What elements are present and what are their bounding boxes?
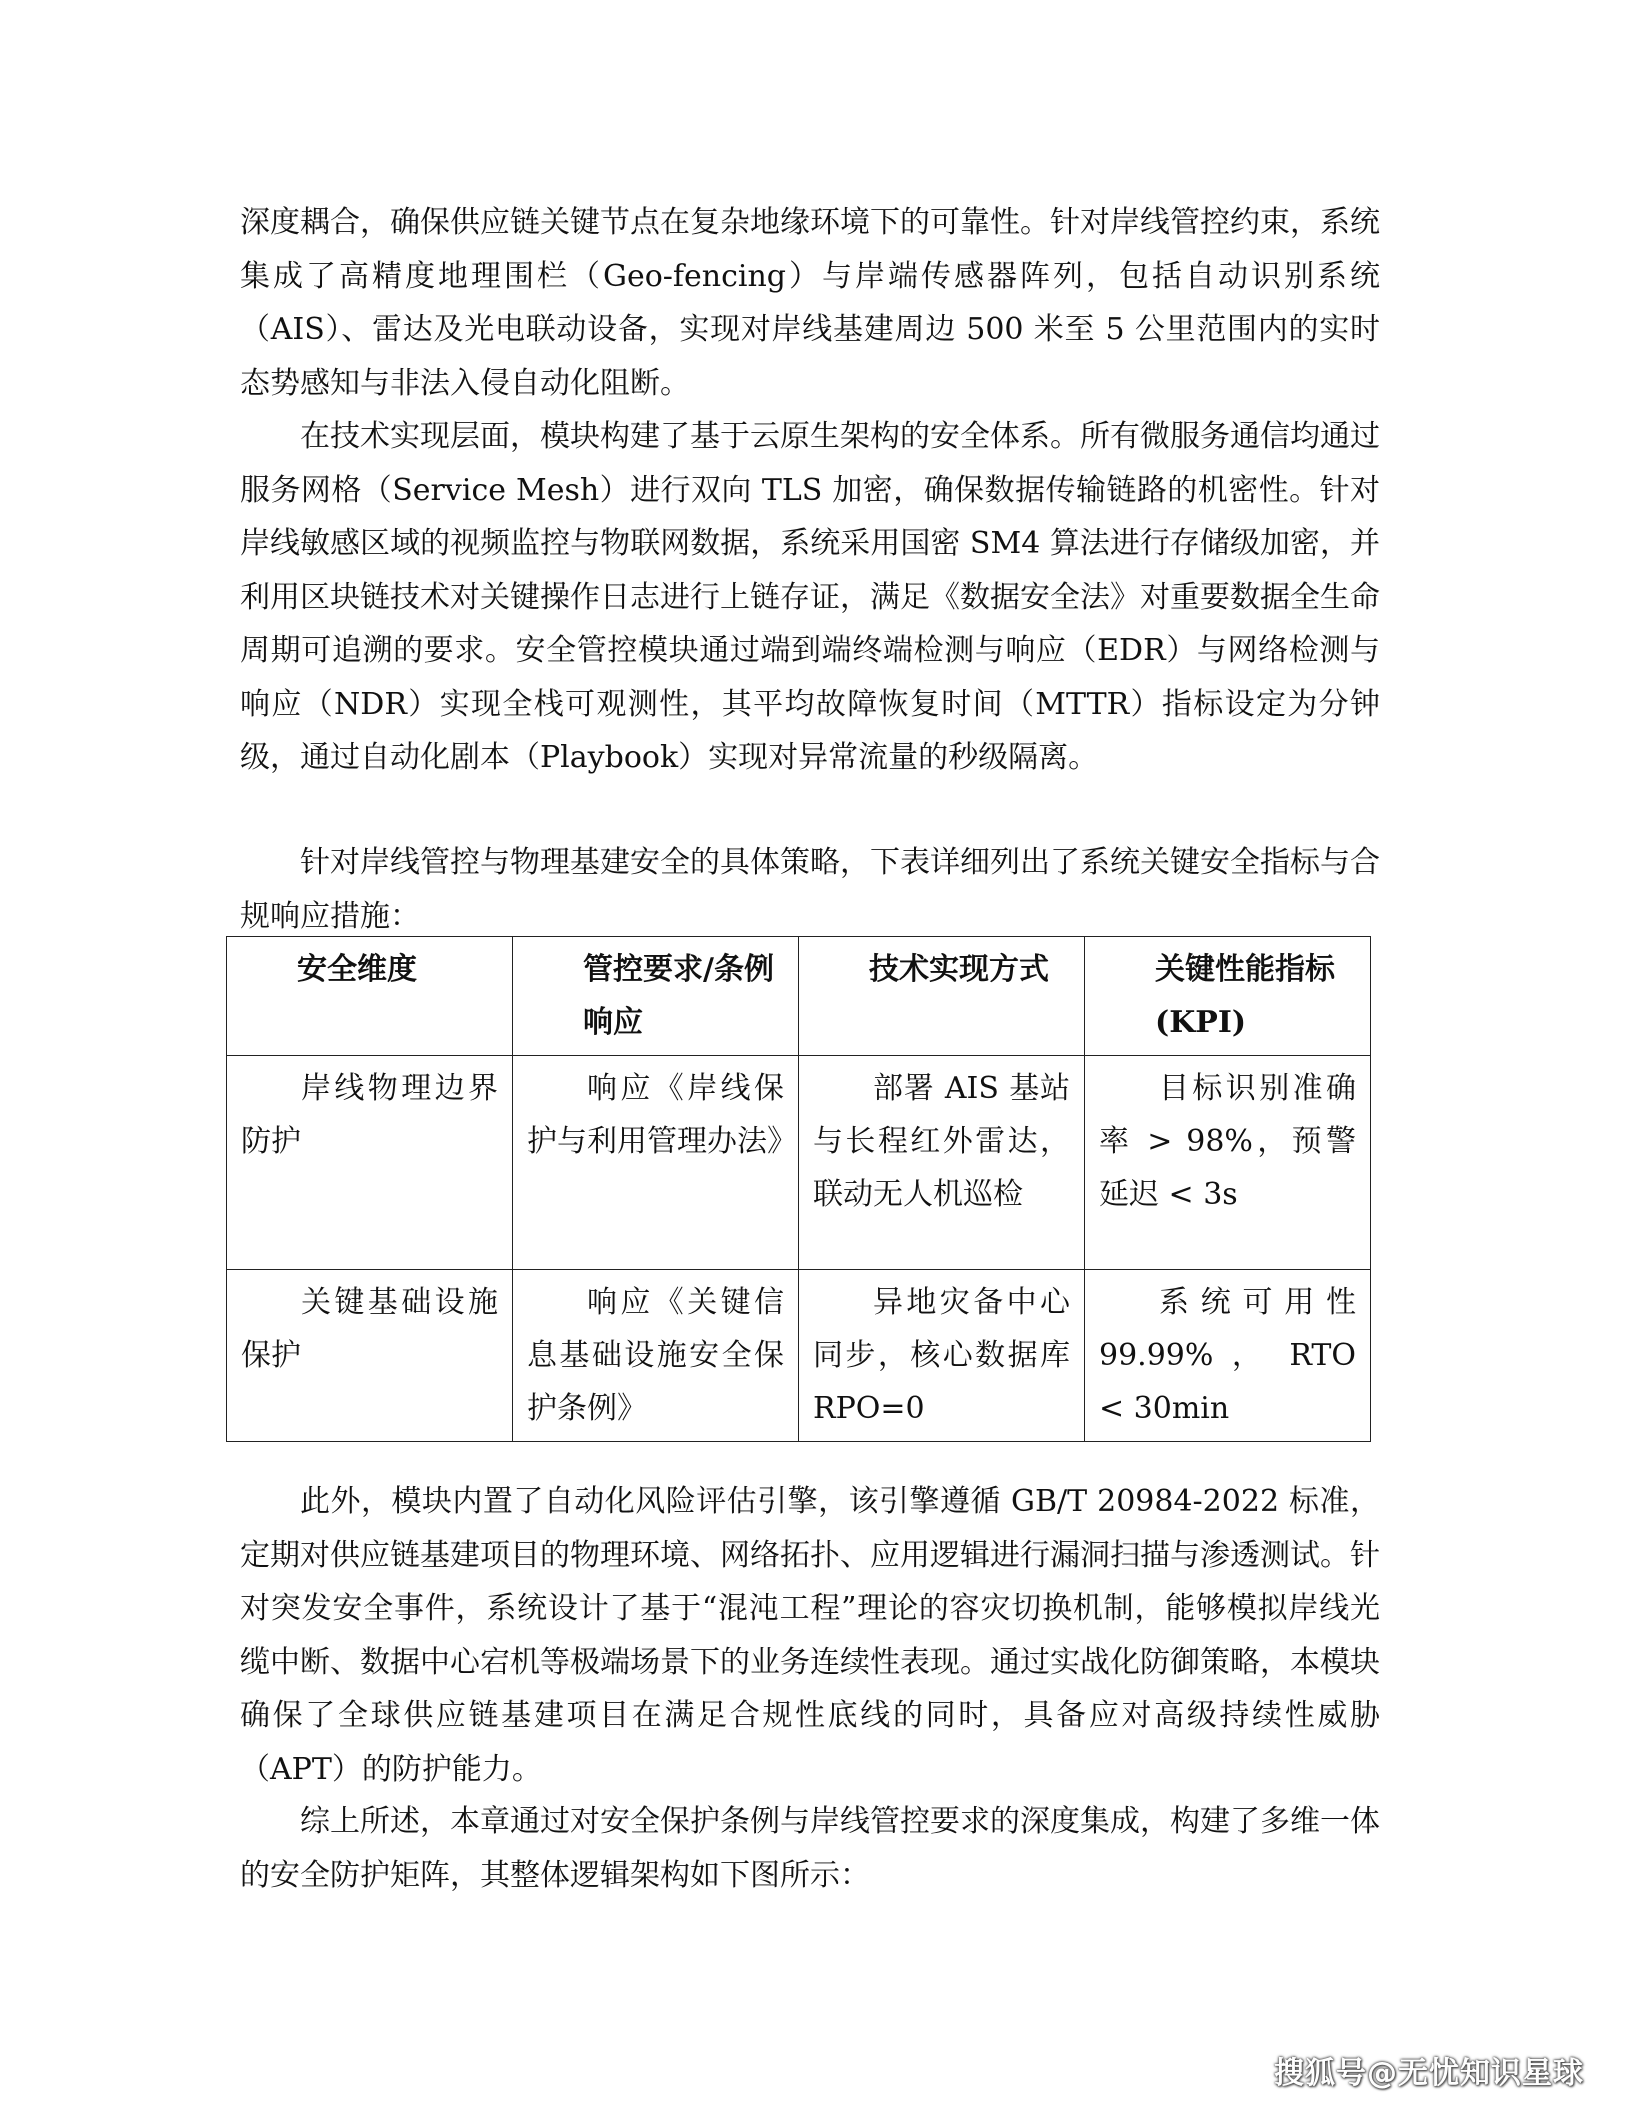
source-watermark: 搜狐号@无忧知识星球: [1274, 2056, 1584, 2091]
table-cell: [513, 1270, 799, 1442]
security-kpi-table: [226, 936, 1371, 1442]
cell-text: 系统可用性 99.99% ， RTO < 30min: [1099, 1285, 1356, 1426]
paragraph-3: 针对岸线管控与物理基建安全的具体策略，下表详细列出了系统关键安全指标与合规响应措施：: [240, 845, 1380, 934]
table-cell: [799, 1056, 1085, 1270]
header-technical-implementation: 技术实现方式: [799, 937, 1085, 1056]
header-control-requirement: 管控要求/条例响应: [513, 937, 799, 1056]
paragraph-2: 在技术实现层面，模块构建了基于云原生架构的安全体系。所有微服务通信均通过服务网格（Service Mesh）进行双向 TLS 加密，确保数据传输链路的机密性。针对岸线敏感区域的视频监控与物联网数据，系统采用国密 SM4 算法进行存储级加密，并利用区块链技术对关键操作日志进行上链存证，满足《数据安全法》对重要数据全生命周期可追溯的要求。安全管控模块通过端到端终端检测与响应（EDR）与网络检测与响应（NDR）实现全栈可观测性，其平均故障恢复时间（MTTR）指标设定为分钟级，通过自动化剧本（Playbook）实现对异常流量的秒级隔离。: [240, 419, 1380, 775]
paragraph-4: 此外，模块内置了自动化风险评估引擎，该引擎遵循 GB/T 20984-2022 标准，定期对供应链基建项目的物理环境、网络拓扑、应用逻辑进行漏洞扫描与渗透测试。针对突发安全事件，系统设计了基于“混沌工程”理论的容灾切换机制，能够模拟岸线光缆中断、数据中心宕机等极端场景下的业务连续性表现。通过实战化防御策略，本模块确保了全球供应链基建项目在满足合规性底线的同时，具备应对高级持续性威胁（APT）的防护能力。: [240, 1484, 1380, 1787]
cell-text: 响应《岸线保护与利用管理办法》: [527, 1071, 797, 1159]
table-cell: [513, 1056, 799, 1270]
header-kpi: 关键性能指标(KPI): [1085, 937, 1371, 1056]
table-cell: [227, 1056, 513, 1270]
table-cell: [1085, 1270, 1371, 1442]
table-cell: [1085, 1056, 1371, 1270]
cell-text: 部署 AIS 基站与长程红外雷达，联动无人机巡检: [813, 1071, 1070, 1212]
paragraph-5: 综上所述，本章通过对安全保护条例与岸线管控要求的深度集成，构建了多维一体的安全防护矩阵，其整体逻辑架构如下图所示：: [240, 1804, 1380, 1893]
table-row: [227, 1270, 1371, 1442]
cell-text: 目标识别准确率 > 98%，预警延迟 < 3s: [1099, 1071, 1356, 1212]
header-security-dimension: 安全维度: [227, 937, 513, 1056]
cell-text: 异地灾备中心同步，核心数据库 RPO=0: [813, 1285, 1070, 1426]
cell-text: 关键基础设施保护: [241, 1285, 498, 1373]
cell-text: 响应《关键信息基础设施安全保护条例》: [527, 1285, 784, 1426]
cell-text: 岸线物理边界防护: [241, 1071, 498, 1159]
table-cell: [799, 1270, 1085, 1442]
paragraph-1: 深度耦合，确保供应链关键节点在复杂地缘环境下的可靠性。针对岸线管控约束，系统集成了高精度地理围栏（Geo-fencing）与岸端传感器阵列，包括自动识别系统（AIS）、雷达及光电联动设备，实现对岸线基建周边 500 米至 5 公里范围内的实时态势感知与非法入侵自动化阻断。: [240, 205, 1380, 401]
table-header-row: [227, 937, 1371, 1056]
table-cell: [227, 1270, 513, 1442]
table-row: [227, 1056, 1371, 1270]
